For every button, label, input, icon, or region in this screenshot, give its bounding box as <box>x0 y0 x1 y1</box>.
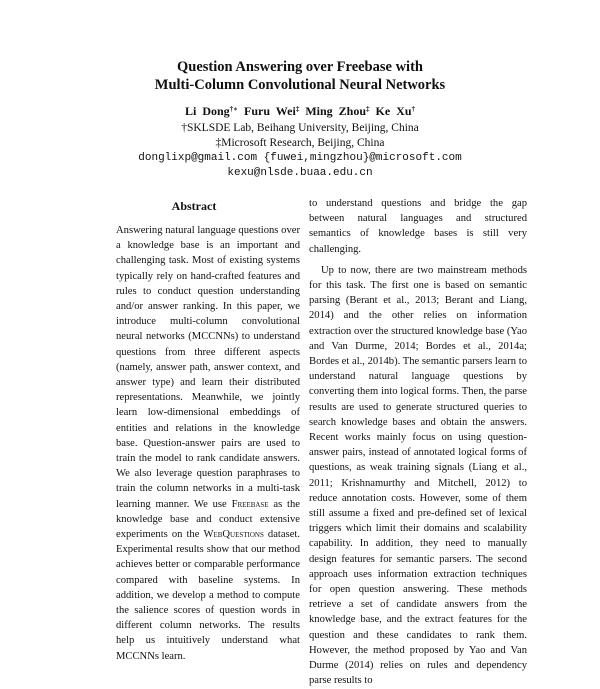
intro-paragraph-2: Up to now, there are two mainstream methods for this task. The first one is based on semantic parsing (Berant et al., 2013; Berant and Liang, 2014) and the other relies on information extraction over the structured knowledge base (Yao and Van Durme, 2014; Bordes et al., 2014a; Bordes et al., 2014b). The semantic parsers learn to understand natural language questions by converting them into logical forms. Then, the parse results are used to generate structured queries to search knowledge bases and obtain the answers. Recent works mainly focus on using question-answer pairs, instead of annotated logical forms of questions, as weak training signals (Liang et al., 2011; Krishnamurthy and Mitchell, 2012) to reduce annotation costs. However, some of them still assume a fixed and pre-defined set of lexical triggers which limit their domains and scalability capability. In addition, they need to manually design features for semantic parsers. The second approach uses information extraction techniques for open question answering. These methods retrieve a set of candidate answers from the knowledge base, and the extract features for the question and these candidates to rank them. However, the method proposed by Yao and Van Durme (2014) relies on rules and dependency parse results to <box>309 264 527 687</box>
author-name: Furu Wei‡ <box>244 104 300 118</box>
abstract-text: Answering natural language questions over a knowledge base is an important and challenging task. Most of existing systems typically rely on hand-crafted features and rules to conduct question understanding and/or answer ranking. In this paper, we introduce multi-column convolutional neural networks (MCCNNs) to understand questions from three different aspects (namely, answer path, answer context, and answer type) and learn their distributed representations. Meanwhile, we jointly learn low-dimensional embeddings of entities and relations in the knowledge base. Question-answer pairs are used to train the model to rank candidate answers. We also leverage question paraphrases to train the column networks in a multi-task learning manner. We use Freebase as the knowledge base and conduct extensive experiments on the WebQuestions dataset. Experimental results show that our method achieves better or comparable performance compared with baseline systems. In addition, we develop a method to compute the salience scores of question words in different column networks. The results help us intuitively understand what MCCNNs learn. <box>116 225 300 662</box>
introduction-column <box>309 196 527 687</box>
author-affiliation-mark: †∗ <box>229 105 239 113</box>
abstract-column <box>116 223 300 662</box>
author-affiliation-mark: ‡ <box>366 105 370 113</box>
email-line-1: donglixp@gmail.com {fuwei,mingzhou}@microsoft.com <box>138 152 462 164</box>
author-name: Li Dong†∗ <box>184 104 239 118</box>
affiliation-beihang: †SKLSDE Lab, Beihang University, Beijing, China <box>181 122 419 134</box>
author-affiliation-mark: ‡ <box>295 105 300 113</box>
author-list <box>0 104 600 119</box>
author-affiliation-mark: † <box>411 105 415 113</box>
email-line-2: kexu@nlsde.buaa.edu.cn <box>227 167 373 179</box>
author-name: Ming Zhou‡ <box>305 104 370 118</box>
intro-paragraph-1: to understand questions and bridge the gap between natural languages and structured semantics of knowledge bases is still very challenging. <box>309 198 527 255</box>
paper-title-line-1: Question Answering over Freebase with <box>177 59 423 75</box>
abstract-heading: Abstract <box>171 199 217 213</box>
author-name: Ke Xu† <box>375 104 415 118</box>
affiliation-microsoft: ‡Microsoft Research, Beijing, China <box>215 137 385 149</box>
paper-title-line-2: Multi-Column Convolutional Neural Networks <box>154 77 446 93</box>
